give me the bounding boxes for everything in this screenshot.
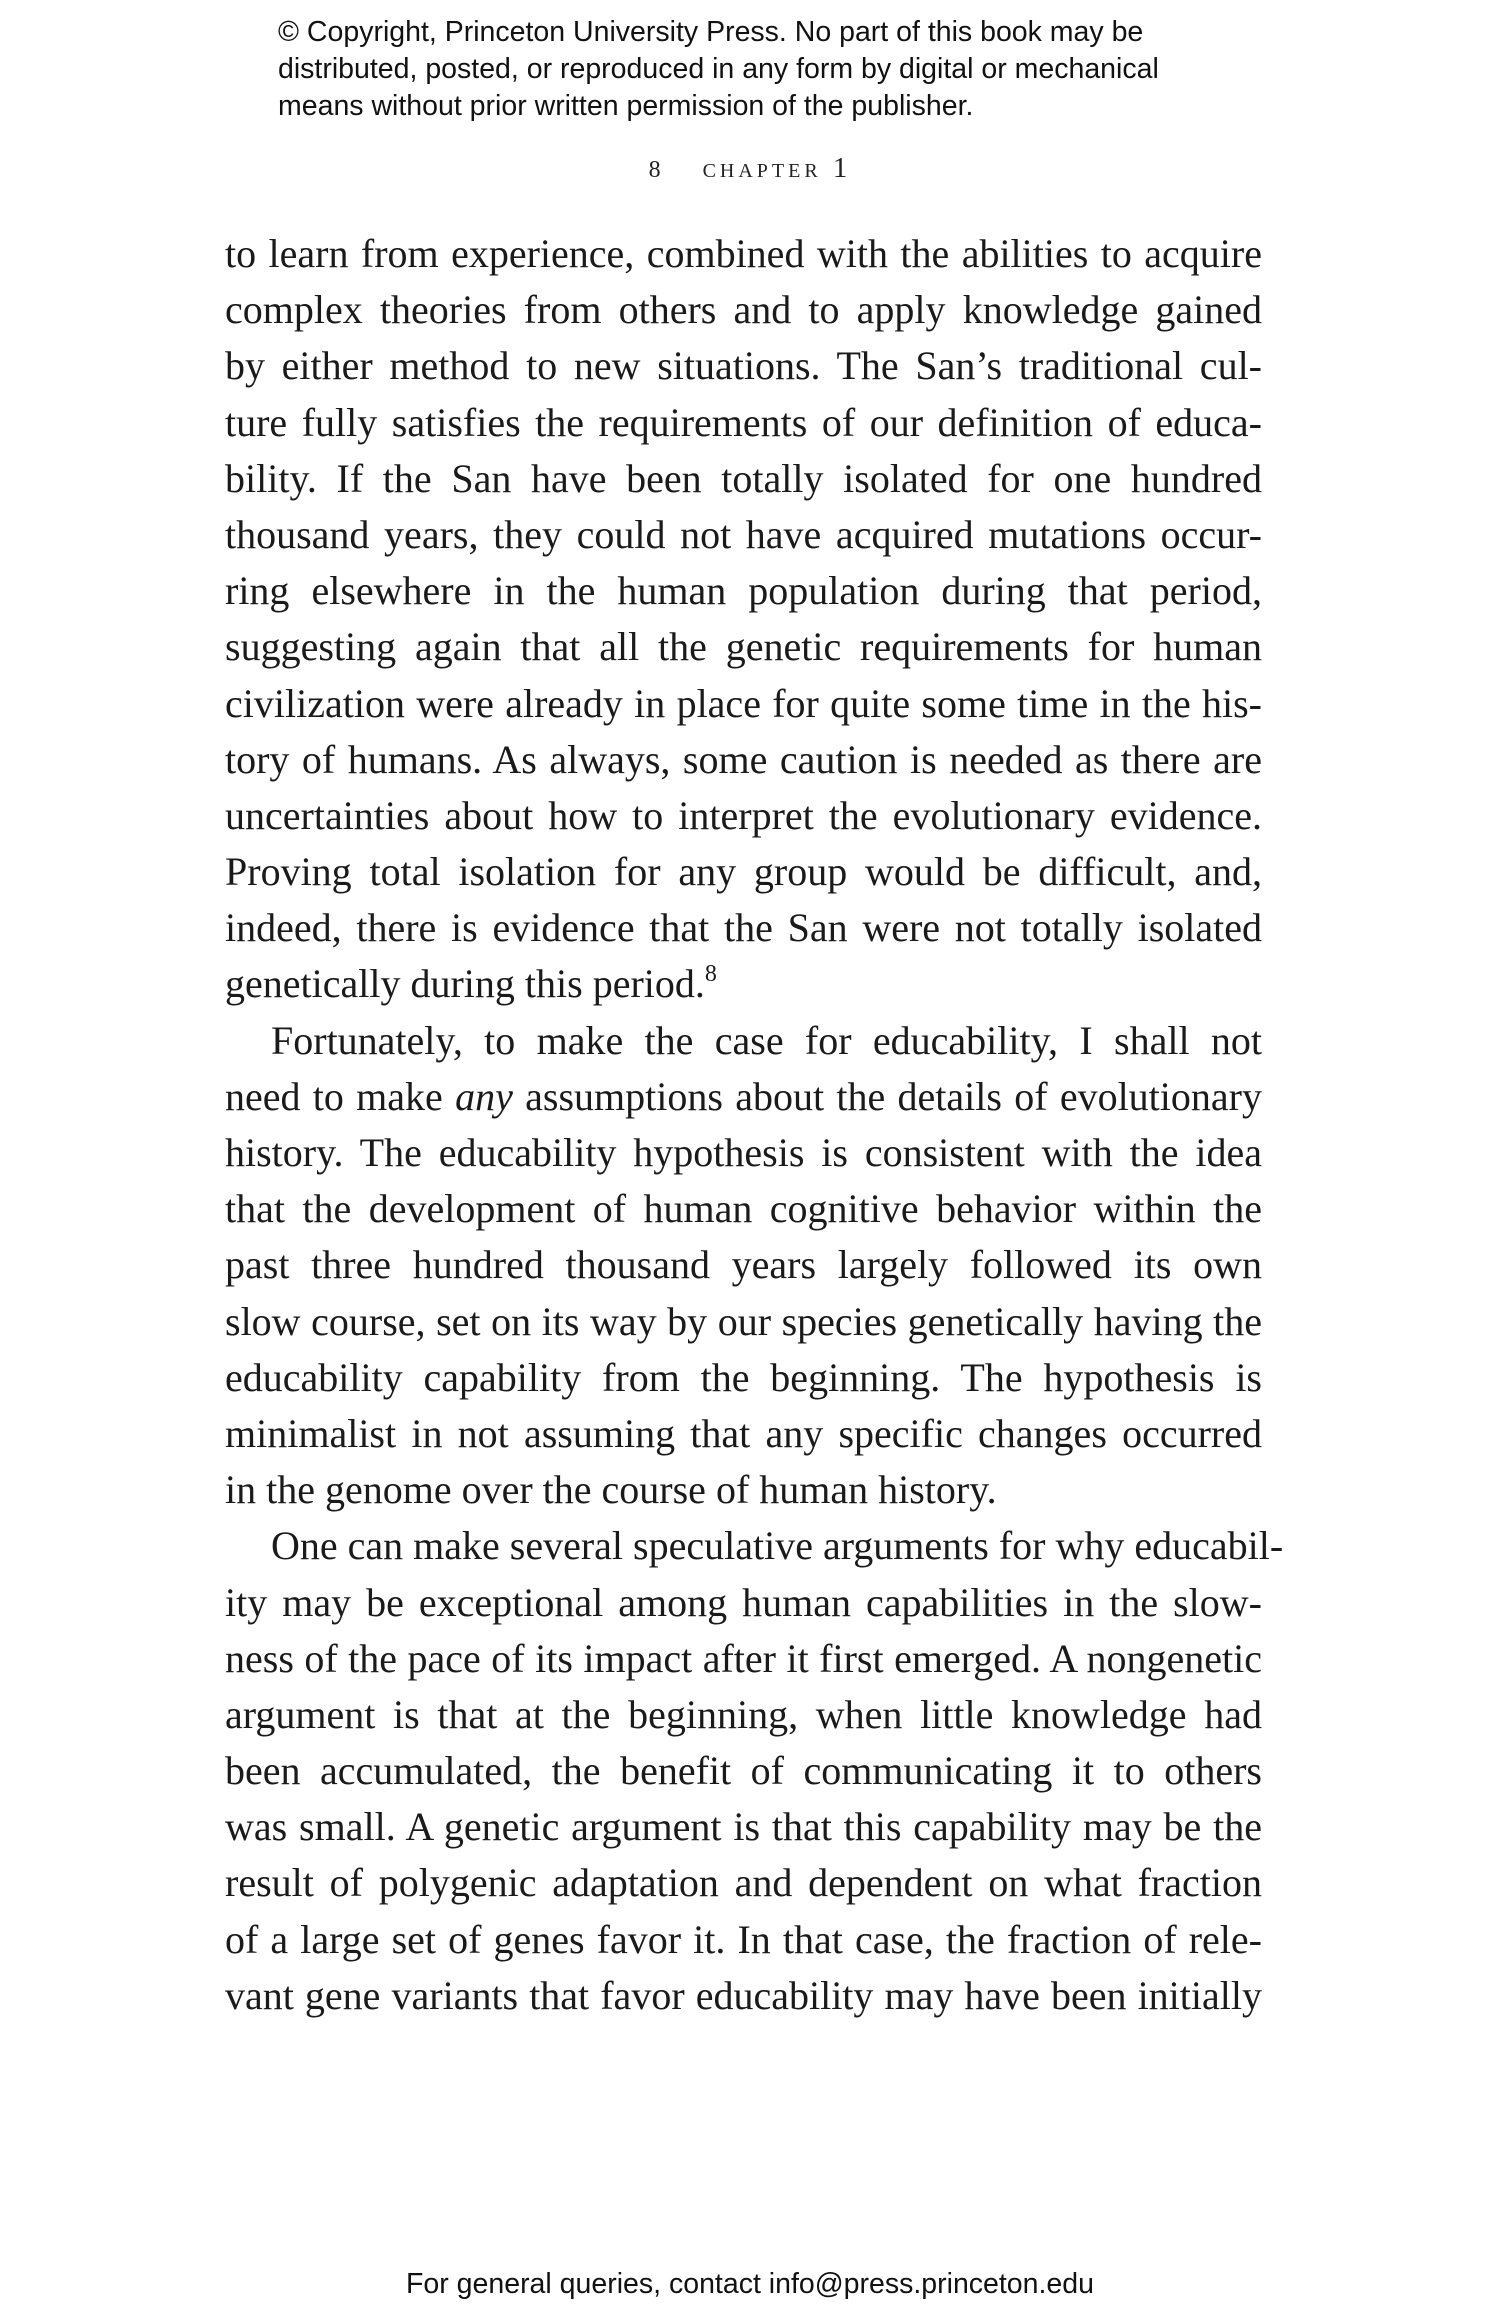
text-line: ness of the pace of its impact after it first emerged. A nongenetic <box>225 1635 1262 1681</box>
text-line: bility. If the San have been totally isolated for one hundred <box>225 455 1262 501</box>
chapter-label: chapter 1 <box>702 152 852 184</box>
text-line: vant gene variants that favor educability may have been initially <box>225 1972 1262 2018</box>
text-line: argument is that at the beginning, when little knowledge had <box>225 1691 1262 1737</box>
text-line: past three hundred thousand years largely followed its own <box>225 1242 1262 1288</box>
text-line: ring elsewhere in the human population during that period, <box>225 568 1262 614</box>
footer-contact: For general queries, contact info@press.princeton.edu <box>406 2268 1094 2300</box>
text-line <box>225 1069 1262 1125</box>
footnote-marker: 8 <box>704 961 717 988</box>
text-line: complex theories from others and to apply knowledge gained <box>225 287 1262 333</box>
text-line: ity may be exceptional among human capabilities in the slow- <box>225 1579 1262 1625</box>
text-line: Proving total isolation for any group would be difficult, and, <box>225 849 1262 895</box>
body-text <box>225 226 1284 2024</box>
text-line <box>225 956 1262 1012</box>
text-line: of a large set of genes favor it. In that case, the fraction of rele- <box>225 1916 1262 1962</box>
text-run: need to make <box>225 1073 456 1119</box>
running-head <box>0 152 1500 185</box>
text-run: assumptions about the details of evolutionary <box>512 1073 1262 1119</box>
text-line: civilization were already in place for quite some time in the his- <box>225 680 1262 726</box>
text-line: ture fully satisfies the requirements of our definition of educa- <box>225 399 1262 445</box>
text-line: uncertainties about how to interpret the evolutionary evidence. <box>225 792 1262 838</box>
text-line: by either method to new situations. The San’s traditional cul- <box>225 343 1262 389</box>
text-line: history. The educability hypothesis is consistent with the idea <box>225 1130 1262 1175</box>
text-line: result of polygenic adaptation and dependent on what fraction <box>225 1860 1262 1906</box>
copyright-line: means without prior written permission of the publisher. <box>278 90 974 122</box>
copyright-line: distributed, posted, or reproduced in any form by digital or mechanical <box>278 53 1159 85</box>
text-run: genetically during this period. <box>225 961 705 1007</box>
text-line: Fortunately, to make the case for educability, I shall not <box>271 1017 1262 1063</box>
text-line: was small. A genetic argument is that this capability may be the <box>225 1804 1262 1850</box>
text-line: that the development of human cognitive behavior within the <box>225 1186 1262 1232</box>
emphasis: any <box>455 1073 513 1119</box>
text-line: One can make several speculative arguments for why educabil- <box>271 1523 1284 1569</box>
copyright-line: © Copyright, Princeton University Press. No part of this book may be <box>278 16 1144 48</box>
text-line: slow course, set on its way by our species genetically having the <box>225 1298 1262 1344</box>
text-line: thousand years, they could not have acquired mutations occur- <box>225 511 1262 557</box>
text-line: suggesting again that all the genetic requirements for human <box>225 624 1262 670</box>
page-number: 8 <box>648 157 664 183</box>
text-line: minimalist in not assuming that any specific changes occurred <box>225 1410 1262 1456</box>
text-line: educability capability from the beginning. The hypothesis is <box>225 1354 1262 1400</box>
text-line: tory of humans. As always, some caution is needed as there are <box>225 736 1262 782</box>
text-line: to learn from experience, combined with the abilities to acquire <box>225 231 1262 276</box>
text-line: in the genome over the course of human history. <box>225 1467 997 1513</box>
text-line: indeed, there is evidence that the San were not totally isolated <box>225 905 1262 951</box>
copyright-notice <box>278 14 1378 125</box>
text-line: been accumulated, the benefit of communicating it to others <box>225 1748 1262 1794</box>
